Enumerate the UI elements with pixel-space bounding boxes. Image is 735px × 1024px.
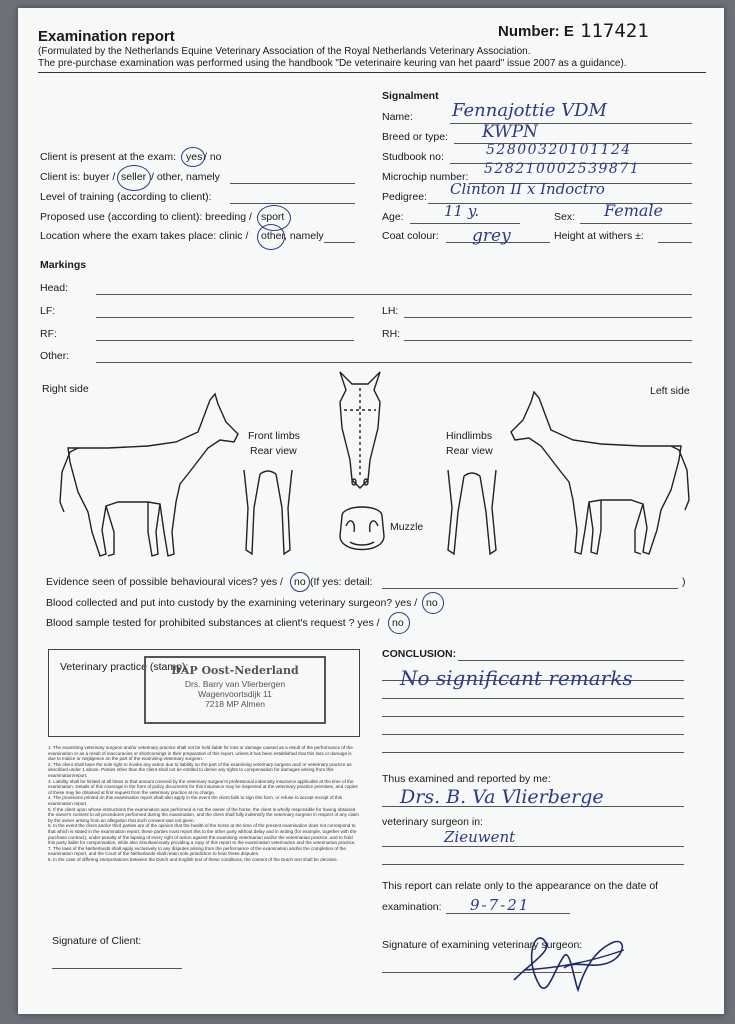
surgeon-in-label: veterinary surgeon in: <box>382 816 483 828</box>
sex-line <box>580 223 692 224</box>
stamp-line-1: DAP Oost-Nederland <box>171 664 299 677</box>
markings-head-line <box>96 294 692 295</box>
conclusion-line-3 <box>382 716 684 717</box>
signalment-heading: Signalment <box>382 90 439 102</box>
circle-mark-vices-no <box>290 572 310 592</box>
circle-mark-seller <box>117 165 151 191</box>
horse-left-side-diagram <box>506 390 701 560</box>
conclusion-line-2 <box>382 698 684 699</box>
terms-item: 7. The laws of the Netherlands shall apply exclusively to any disputes arising from the performance of the examination and/or the completion of the examination report, and the Court of the Netherlands shall retain sole jurisdiction to hear these disputes. <box>48 845 346 857</box>
examined-by-label: Thus examined and reported by me: <box>382 773 551 785</box>
proposed-use-sport: sport <box>261 211 285 223</box>
vices-question: Evidence seen of possible behavioural vices? yes / <box>46 576 283 588</box>
sex-label: Sex: <box>554 211 576 223</box>
hindlimbs-diagram <box>442 468 502 558</box>
surgeon-signature-scribble <box>504 920 634 1000</box>
horse-right-side-diagram <box>48 392 243 562</box>
client-present-yes: yes <box>186 151 203 163</box>
horse-head-diagram <box>332 368 388 493</box>
coat-label: Coat colour: <box>382 230 439 242</box>
markings-rh-line <box>404 340 692 341</box>
blood-custody-question: Blood collected and put into custody by the examining veterinary surgeon? yes / <box>46 597 418 609</box>
age-line <box>410 223 520 224</box>
location-label: Location where the exam takes place: clinic / <box>40 230 249 242</box>
markings-lf-label: LF: <box>40 305 56 317</box>
location-namely: , namely <box>284 230 324 242</box>
circle-mark-yes <box>181 147 205 167</box>
height-line <box>658 242 692 243</box>
report-subtitle-2: The pre-purchase examination was performed using the handbook "De veterinaire keuring van het paard" issue 2007 as a guidance). <box>38 58 627 69</box>
muzzle-label: Muzzle <box>390 521 424 533</box>
coat-value: grey <box>472 226 511 246</box>
markings-other-line <box>96 362 692 363</box>
report-number-label: Number: E <box>498 23 574 40</box>
stamp-line-4: 7218 MP Almen <box>205 699 265 709</box>
front-rear-view-label: Rear view <box>250 445 297 457</box>
markings-other-label: Other: <box>40 350 70 362</box>
examination-date-value: 9-7-21 <box>470 896 531 914</box>
surgeon-in-line-2 <box>382 864 684 865</box>
client-signature-label: Signature of Client: <box>52 935 142 947</box>
proposed-use-label: Proposed use (according to client): breeding / <box>40 211 252 223</box>
practice-stamp <box>144 656 326 724</box>
location-line <box>324 242 355 243</box>
circle-mark-tested-no <box>388 612 410 634</box>
client-other-line <box>230 183 355 184</box>
surgeon-in-value: Zieuwent <box>444 828 516 846</box>
muzzle-diagram <box>336 502 388 562</box>
report-number-value: 117421 <box>580 20 649 42</box>
studbook-value: 52800320101124 <box>486 142 632 158</box>
practice-label: Veterinary practice (stamp): <box>60 661 189 673</box>
terms-item: 5. If the client upon whose instructions the examination was performed is not the owner of the horse, the client is wholly responsible for having obtained the owner's consent to all procedures performed during the examination, and the client shall fully indemnify the veterinary surgeon in respect of any claim by the owner arising from an allegation that such consent was not given. <box>48 806 359 823</box>
pedigree-label: Pedigree: <box>382 191 427 203</box>
microchip-label: Microchip number: <box>382 171 469 183</box>
terms-block <box>48 745 360 862</box>
conclusion-line-4 <box>382 734 684 735</box>
front-limbs-label: Front limbs <box>248 430 300 442</box>
age-label: Age: <box>382 211 404 223</box>
conclusion-label: CONCLUSION: <box>382 648 457 660</box>
name-label: Name: <box>382 111 413 123</box>
location-other: other <box>261 230 285 242</box>
header-rule <box>38 72 706 73</box>
hind-rear-view-label: Rear view <box>446 445 493 457</box>
blood-tested-question: Blood sample tested for prohibited substances at client's request ? yes / <box>46 617 380 629</box>
report-title: Examination report <box>38 28 175 45</box>
vices-answer-no: no <box>294 576 306 588</box>
breed-label: Breed or type: <box>382 131 448 143</box>
terms-item: 6. In the event the client and/or third parties are of the opinion that the health of the horse at the time of the present examination does not correspond to that which is stated in the examination report, these parties must report this to the other party without delay and in writing (for example, together with the purchase contract), under penalty of the lapsing of every right of action against the examining veterinarian and/or the veterinarian practice, and to hold this party liable for compensation, while also simultaneously providing a copy of this report to the examination veterinarian and the veterinarian practice. <box>48 823 357 846</box>
client-signature-line <box>52 968 182 969</box>
surgeon-signature-label: Signature of examining veterinary surgeon: <box>382 939 583 951</box>
blood-tested-answer-no: no <box>392 617 404 629</box>
client-present-no: / no <box>204 151 222 163</box>
vices-detail-line <box>382 588 678 589</box>
terms-item: 8. In the case of differing interpretations between the Dutch and English text of these conditions, the content of the Dutch text shall be decisive. <box>48 856 339 862</box>
markings-heading: Markings <box>40 259 87 271</box>
vices-detail-label: (If yes: detail: <box>310 576 373 588</box>
name-value: Fennajottie VDM <box>452 100 607 121</box>
training-label: Level of training (according to client): <box>40 191 212 203</box>
circle-mark-custody-no <box>422 592 444 614</box>
appearance-note: This report can relate only to the appearance on the date of <box>382 880 659 892</box>
markings-head-label: Head: <box>40 282 69 294</box>
markings-lh-line <box>404 317 692 318</box>
report-subtitle-1: (Formulated by the Netherlands Equine Veterinary Association of the Royal Netherlands Veterinary Association. <box>38 46 531 57</box>
front-limbs-diagram <box>240 468 296 558</box>
height-label: Height at withers ±: <box>554 230 644 242</box>
markings-rh-label: RH: <box>382 328 401 340</box>
terms-item: 4. The provisions printed on this examination report shall also apply in the event the client fails to sign this form, or refuse to accept receipt of this examination report. <box>48 795 343 806</box>
terms-item: 2. The client shall have the sole right to invoke any action due to liability on the part of the examining veterinary surgeon and/ or veterinary practice as described under 1 above. Parties other than the client shall not be entitled to derive any rights to compensation for damages arising from this examination/report. <box>48 761 352 778</box>
client-is-other: / other, namely <box>151 171 220 183</box>
conclusion-line-0 <box>458 660 684 661</box>
examination-report-sheet <box>18 8 724 1014</box>
blood-custody-answer-no: no <box>426 597 438 609</box>
markings-rf-line <box>96 340 354 341</box>
markings-lf-line <box>96 317 354 318</box>
markings-rf-label: RF: <box>40 328 57 340</box>
vices-close-paren: ) <box>682 576 686 588</box>
conclusion-line-5 <box>382 752 684 753</box>
client-is-label: Client is: buyer / <box>40 171 116 183</box>
pedigree-value: Clinton II x Indoctro <box>450 180 605 198</box>
surgeon-in-line <box>382 846 684 847</box>
client-is-seller: seller <box>121 171 147 183</box>
conclusion-value: No significant remarks <box>400 666 633 690</box>
studbook-label: Studbook no: <box>382 151 444 163</box>
markings-lh-label: LH: <box>382 305 399 317</box>
microchip-value: 528210002539871 <box>484 161 641 177</box>
circle-mark-other <box>257 224 285 250</box>
examined-by-value: Drs. B. Va Vlierberge <box>400 786 604 808</box>
stamp-line-2: Drs. Barry van Vlierbergen <box>184 679 286 689</box>
training-line <box>230 203 355 204</box>
stamp-line-3: Wagenvoortsdijk 11 <box>198 689 272 699</box>
right-side-label: Right side <box>42 383 89 395</box>
age-value: 11 y. <box>444 202 480 220</box>
client-present-label: Client is present at the exam: <box>40 151 176 163</box>
examination-date-label: examination: <box>382 901 442 913</box>
terms-item: 3. Liability shall be limited at all times to that amount covered by the veterinary surgeon's professional indemnity insurance applicable at the time of the examination. Details of this coverage in the form of policy documents for this insurance may be inspected at the veterinary practice premises, and copies of these may be obtained at first request from the veterinary practice at no charge. <box>48 778 358 795</box>
terms-item: 1. The examining veterinary surgeon and/or veterinary practice shall not be held liable for loss or damage caused as a result of the performance of the examination or as a result of inaccuracies or shortcomings in their preparation of this report, unless it has been established that this loss or damage is due to malice or negligence on the part of the examining veterinary surgeon. <box>48 745 353 762</box>
left-side-label: Left side <box>650 385 690 397</box>
sex-value: Female <box>604 201 663 220</box>
breed-value: KWPN <box>482 122 538 142</box>
hindlimbs-label: Hindlimbs <box>446 430 493 442</box>
